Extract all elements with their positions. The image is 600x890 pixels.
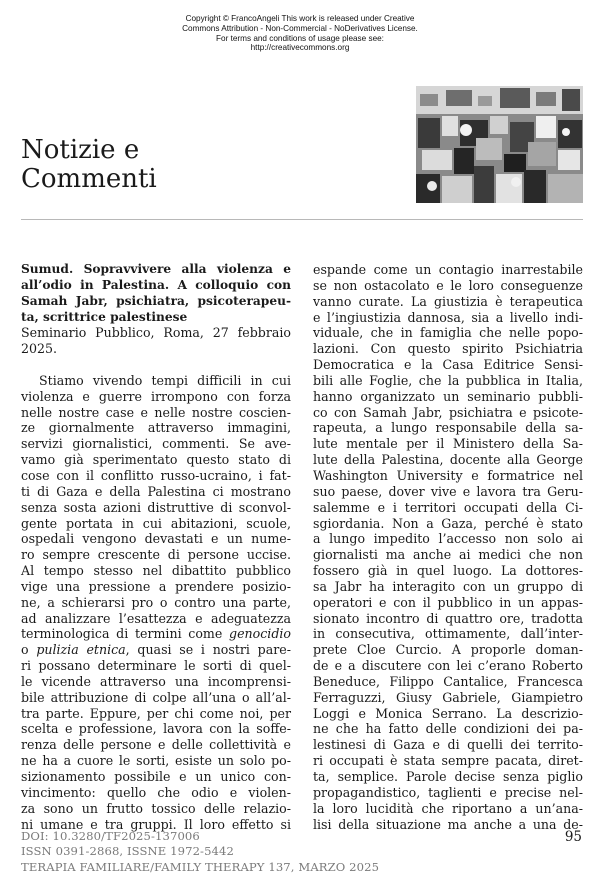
section-title [21, 136, 157, 194]
page-footer [21, 829, 379, 875]
copyright-url: http://creativecommons.org [250, 43, 350, 53]
body-line: o pulizia etnica, quasi se i nostri pare- [21, 642, 291, 658]
body-line: violenza e guerre irrompono con forza [21, 388, 291, 404]
body-line: fossero già in quel luogo. La dottores- [313, 563, 583, 579]
body-line: gente portata in cui abitazioni, scuole, [21, 515, 291, 531]
body-line: cose con il conflitto russo-ucraino, i fat- [21, 467, 291, 483]
body-line: co con Samah Jabr, psichiatra e psicote- [313, 404, 583, 420]
body-line: Al tempo stesso nel dibattito pubblico [21, 563, 291, 579]
body-line: renza delle persone e delle collettività e [21, 737, 291, 753]
body-line: prete Cloe Curcio. A proporle doman- [313, 642, 583, 658]
photo-collage-image [416, 86, 583, 203]
body-line: lute della Palestina, docente alla George [313, 452, 583, 468]
body-line: scelta e professione, lavora con la soffe- [21, 721, 291, 737]
body-line: bili alle Foglie, che la pubblica in Italia, [313, 372, 583, 388]
body-line: ze giornalmente attraverso immagini, [21, 420, 291, 436]
body-line: lestinesi di Gaza e di quelli dei territo- [313, 737, 583, 753]
body-line: rapeuta, a lungo responsabile della sa- [313, 420, 583, 436]
article-event-line: Seminario Pubblico, Roma, 27 febbraio [21, 325, 291, 341]
body-line: sionato incontro di quattro ore, tradotta [313, 610, 583, 626]
body-line: lazioni. Con questo spirito Psichiatria [313, 341, 583, 357]
body-line: suo paese, dover vive e lavora tra Geru- [313, 483, 583, 499]
body-line: ri occupati è stata sempre pacata, diret- [313, 753, 583, 769]
body-line: viduale, che in famiglia che nelle popo- [313, 325, 583, 341]
body-line: Beneduce, Filippo Cantalice, Francesca [313, 673, 583, 689]
section-header-photo [416, 86, 583, 203]
article-heading-line: Sumud. Sopravvivere alla violenza e [21, 262, 291, 276]
body-line: ospedali vengono devastati e un nume- [21, 531, 291, 547]
body-line: Ferraguzzi, Giusy Gabriele, Giampietro [313, 689, 583, 705]
body-line: terminologica di termini come genocidio [21, 626, 291, 642]
body-line: se non ostacolato e le loro conseguenze [313, 277, 583, 293]
body-line: sizionamento possibile e un unico con- [21, 769, 291, 784]
body-line: vincimento: quello che odio e violen- [21, 784, 291, 800]
body-line: senza sosta azioni distruttive di sconvol- [21, 499, 291, 515]
body-line: za sono un frutto tossico delle relazio- [21, 800, 291, 816]
article-column-left [21, 262, 291, 832]
body-line: servizi giornalistici, commenti. Se ave- [21, 436, 291, 452]
section-title-line: Commenti [21, 164, 157, 194]
article-heading-line: Samah Jabr, psichiatra, psicoterapeu- [21, 293, 291, 308]
section-title-line: Notizie e [21, 135, 140, 165]
body-line: sa Jabr ha interagito con un gruppo di [313, 578, 583, 594]
body-line: vige una pressione a prendere posizio- [21, 578, 291, 594]
body-line: a lungo impedito l’accesso non solo ai [313, 531, 583, 547]
body-line: salemme e i territori occupati della Ci- [313, 499, 583, 515]
body-line: propagandistico, taglienti e precise nel- [313, 784, 583, 800]
body-line: vamo già sperimentato questo stato di [21, 452, 291, 468]
body-line: e l’ingiustizia dannosa, sia a livello indi- [313, 309, 583, 325]
body-line: ti di Gaza e della Palestina ci mostrano [21, 483, 291, 499]
body-line: ta, semplice. Parole decise senza piglio [313, 769, 583, 784]
body-line: lisi della situazione ma anche a una de- [313, 816, 583, 832]
page-number: 95 [564, 829, 582, 845]
body-line: ri possano determinare le sorti di quel- [21, 658, 291, 674]
body-line: ni umane e tra gruppi. Il loro effetto si [21, 816, 291, 832]
body-line: ad analizzare l’esattezza e adeguatezza [21, 610, 291, 626]
body-line: le vicende attraverso una incomprensi- [21, 673, 291, 689]
body-line: vanno curate. La giustizia è terapeutica [313, 293, 583, 309]
body-line: ne che ha fatto delle condizioni dei pa- [313, 721, 583, 737]
body-line: in consecutiva, ottimamente, dall’inter- [313, 626, 583, 642]
header-divider [21, 219, 583, 220]
italic-term: genocidio [229, 626, 291, 642]
copyright-line: Commons Attribution - Non-Commercial - NoDerivatives License. [182, 23, 418, 33]
article-column-right [313, 262, 583, 832]
body-line: hanno organizzato un seminario pubbli- [313, 388, 583, 404]
body-line: lute mentale per il Ministero della Sa- [313, 436, 583, 452]
body-line: bile attribuzione di colpe all’una o all’al- [21, 689, 291, 705]
body-line: nelle nostre case e nelle nostre coscien- [21, 404, 291, 420]
body-line: sgiordania. Non a Gaza, perché è stato [313, 515, 583, 531]
body-line: ne, a schierarsi pro o contro una parte, [21, 594, 291, 610]
doi-text: DOI: 10.3280/TF2025-137006 [21, 829, 200, 843]
body-line: tra parte. Eppure, per chi come noi, per [21, 705, 291, 721]
copyright-line: For terms and conditions of usage please see: [216, 33, 384, 43]
body-line: espande come un contagio inarrestabile [313, 262, 583, 277]
body-line: operatori e con il pubblico in un appas- [313, 594, 583, 610]
body-line: Stiamo vivendo tempi difficili in cui [39, 372, 291, 388]
body-line: Loggi e Monica Serrano. La descrizio- [313, 705, 583, 721]
copyright-notice [120, 14, 480, 53]
body-line: ro sempre crescente di persone uccise. [21, 547, 291, 563]
journal-citation: TERAPIA FAMILIARE/FAMILY THERAPY 137, MARZO 2025 [21, 859, 380, 874]
body-line: giornalisti ma anche ai medici che non [313, 547, 583, 563]
italic-term: pulizia etnica [36, 642, 126, 658]
body-line: la loro lucidità che riportano a un’ana- [313, 800, 583, 816]
article-heading-line: all’odio in Palestina. A colloquio con [21, 277, 291, 292]
article-heading-line: ta, scrittrice palestinese [21, 309, 188, 324]
issn-text: ISSN 0391-2868, ISSNE 1972-5442 [21, 844, 234, 859]
body-line: Democratica e la Casa Editrice Sensi- [313, 357, 583, 373]
copyright-line: Copyright © FrancoAngeli This work is released under Creative [185, 14, 415, 23]
body-line: de e a discutere con lei c’erano Roberto [313, 658, 583, 674]
body-line: ne ha a cuore le sorti, esiste un solo po- [21, 753, 291, 769]
body-line: Washington University e formatrice nel [313, 467, 583, 483]
article-event-line: 2025. [21, 341, 58, 357]
